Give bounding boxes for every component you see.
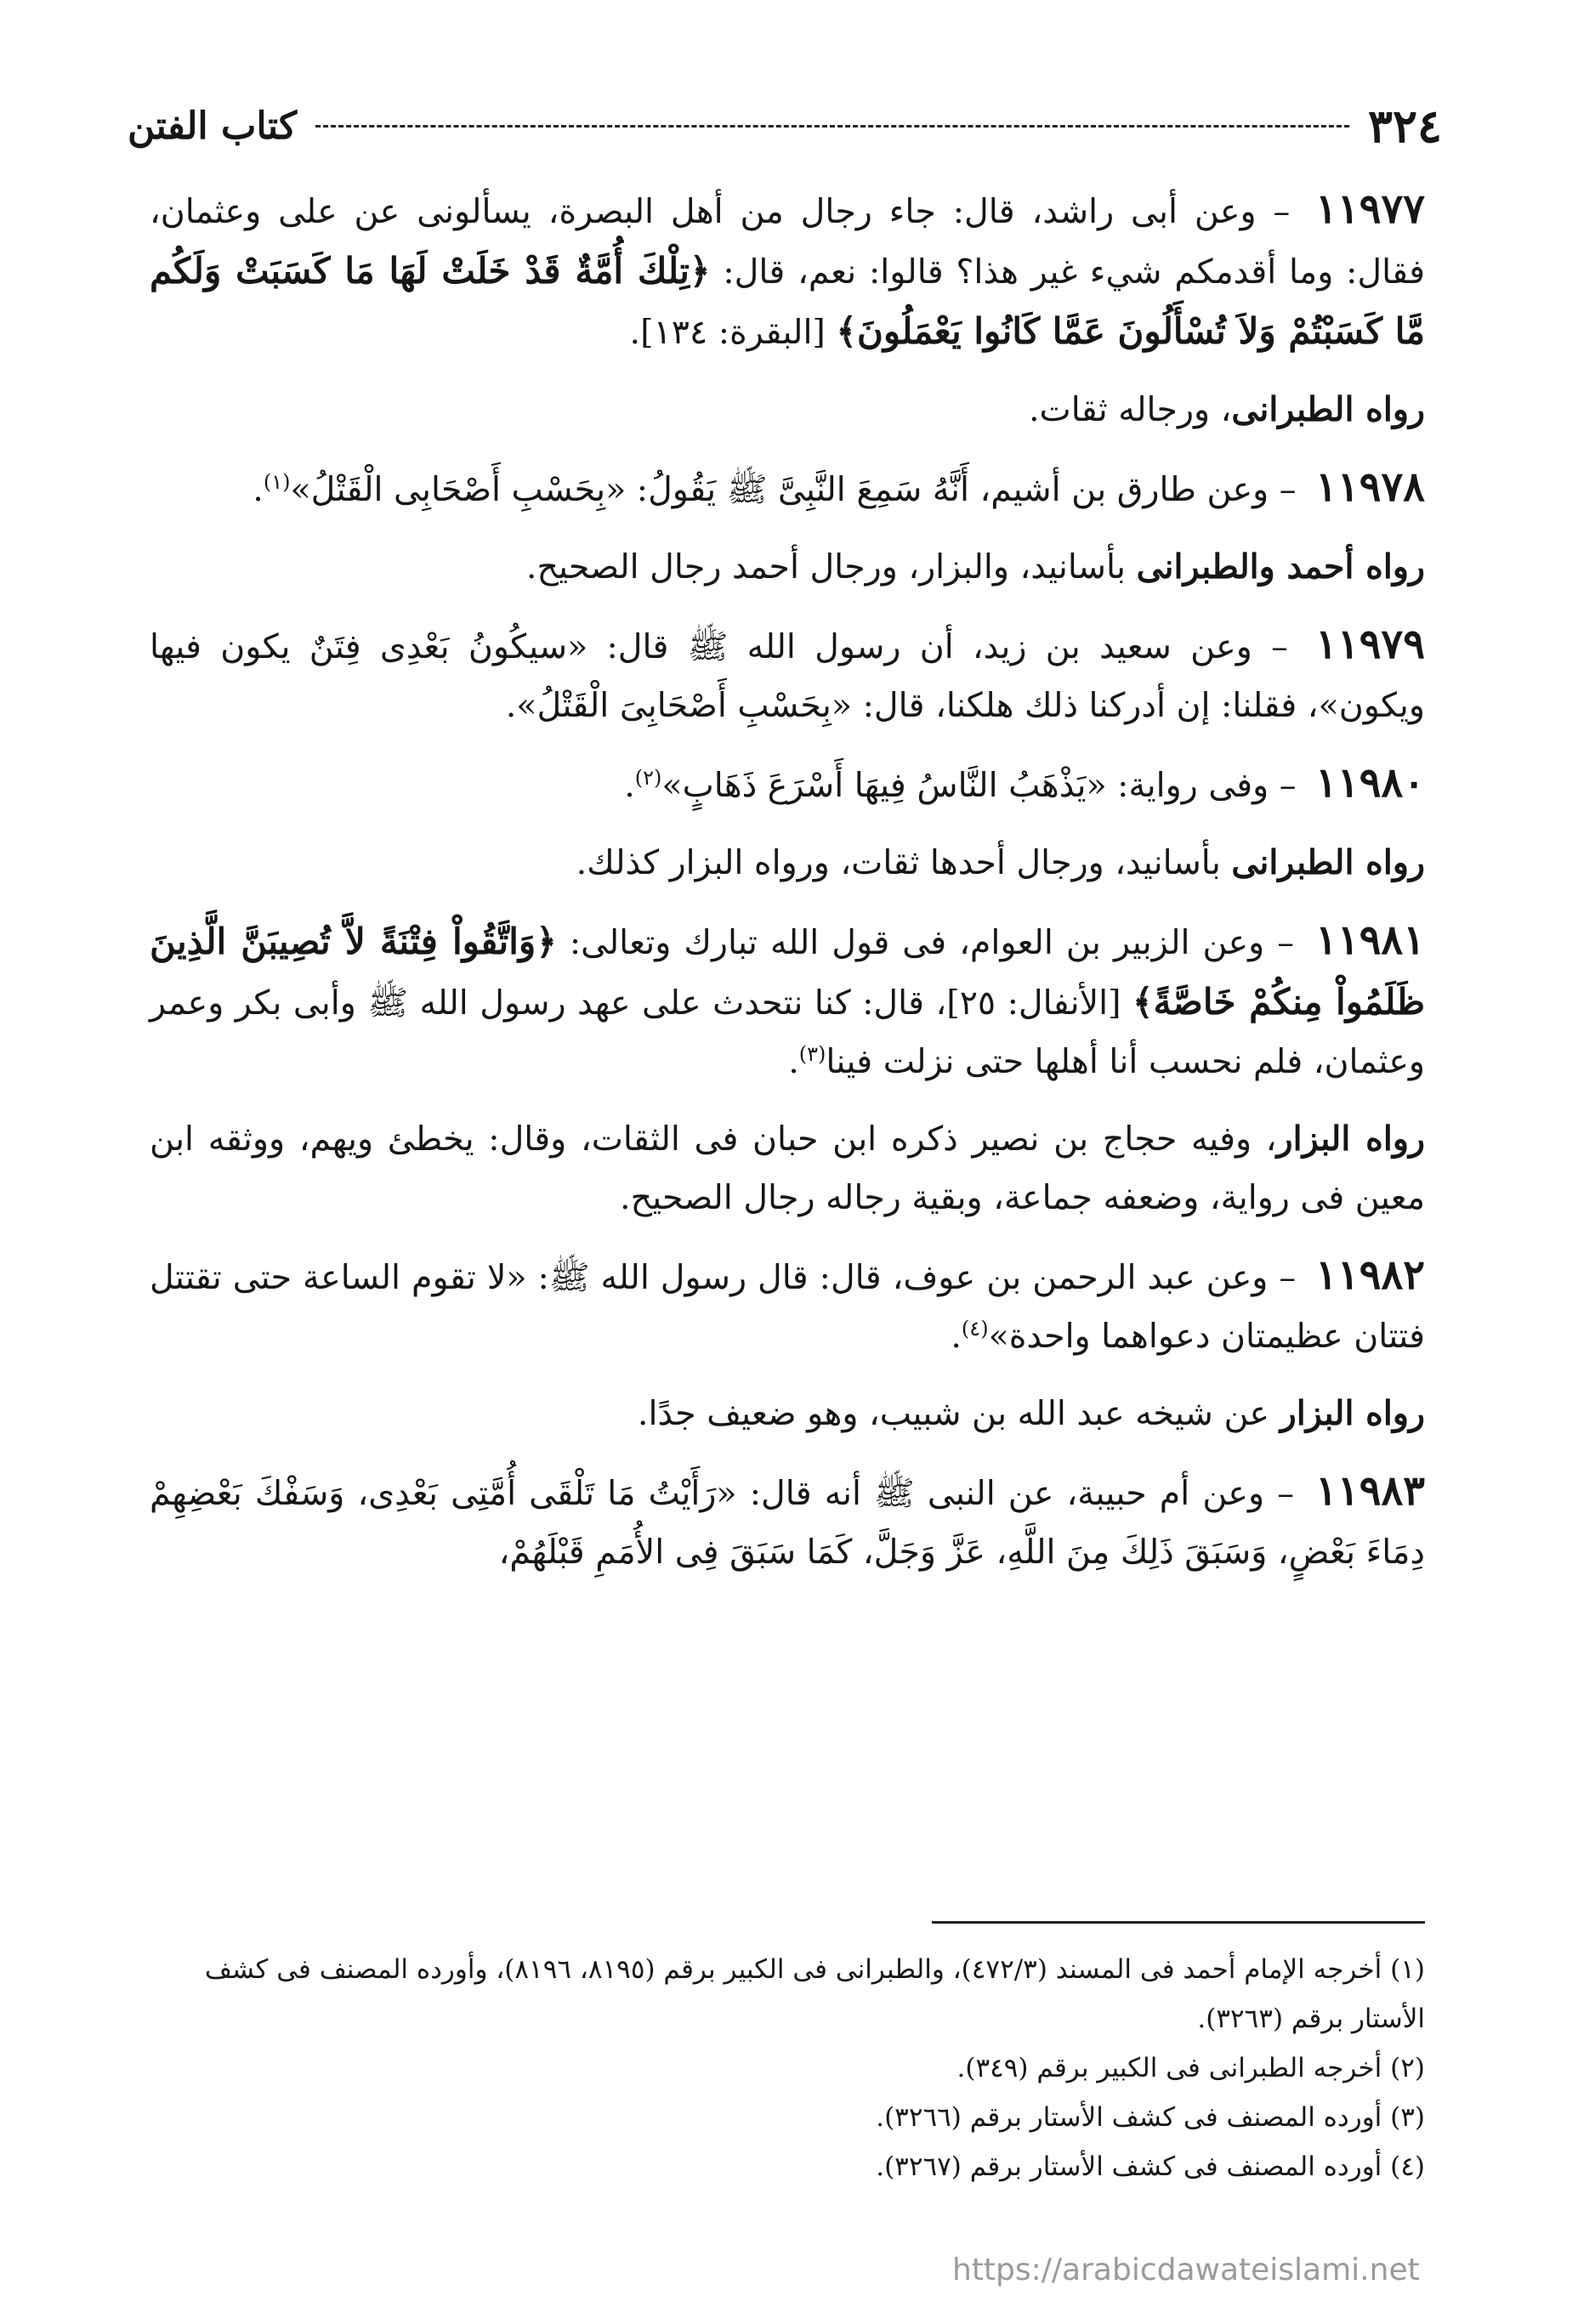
narration-text: عن شيخه عبد الله بن شبيب، وهو ضعيف جدًا. — [637, 1394, 1280, 1433]
narration-text: بأسانيد، ورجال أحدها ثقات، ورواه البزار كذلك. — [576, 843, 1232, 882]
hadith-number: ١١٩٨٢ — [1315, 1251, 1425, 1299]
hadith-11982 — [150, 1246, 1425, 1366]
hadith-text-end: . — [788, 1042, 799, 1081]
hadith-number: ١١٩٨٠ — [1315, 759, 1425, 807]
hadith-11983 — [150, 1462, 1425, 1582]
hadith-text: وعن طارق بن أشيم، أَنَّهُ سَمِعَ النَّبِىَّ ﷺ يَقُولُ: «بِحَسْبِ أَصْحَابِى الْقَتْلُ» — [290, 470, 1269, 509]
narration-text: بأسانيد، والبزار، ورجال أحمد رجال الصحيح. — [525, 547, 1137, 587]
hadith-dash: – — [1264, 923, 1308, 962]
page-header — [128, 92, 1442, 160]
hadith-number: ١١٩٧٨ — [1315, 463, 1425, 511]
hadith-number: ١١٩٨٣ — [1315, 1467, 1425, 1515]
hadith-11977 — [150, 180, 1425, 362]
footnote-1: (١) أخرجه الإمام أحمد فى المسند (٤٧٢/٣)، والطبرانى فى الكبير برقم (٨١٩٥، ٨١٩٦)، وأورده المصنف فى كشف الأستار برقم (٣٢٦٣). — [204, 1954, 1425, 2034]
narration-note — [150, 834, 1425, 893]
narration-note — [150, 1110, 1425, 1227]
header-rule — [315, 125, 1349, 128]
hadith-dash: – — [1264, 1474, 1308, 1513]
footnote-marker[interactable]: (٤) — [961, 1316, 989, 1341]
hadith-text: وفى رواية: «يَذْهَبُ النَّاسُ فِيهَا أَسْرَعَ ذَهَابٍ» — [661, 766, 1269, 805]
hadith-dash: – — [1269, 470, 1308, 509]
footnote-divider — [932, 1921, 1425, 1924]
hadith-dash: – — [1256, 192, 1308, 231]
hadith-dash: – — [1269, 766, 1308, 805]
narration-text: ، ورجاله ثقات. — [1028, 390, 1232, 429]
narrator: رواه أحمد والطبرانى — [1136, 547, 1425, 587]
hadith-text-end: . — [253, 470, 264, 509]
hadith-text-end: . — [951, 1317, 962, 1356]
hadith-11980 — [150, 754, 1425, 815]
hadith-number: ١١٩٨١ — [1315, 916, 1425, 964]
hadith-dash: – — [1252, 627, 1308, 666]
hadith-text-cont: [الأنفال: ٢٥]، قال: كنا نتحدث على عهد رسول الله ﷺ وأبى بكر وعمر وعثمان، فلم نحسب أنا أهلها حتى نزلت فينا — [150, 983, 1425, 1081]
narration-text: ، وفيه حجاج بن نصير ذكره ابن حبان فى الثقات، وقال: يخطئ ويهم، ووثقه ابن معين فى رواية، وضعفه جماعة، وبقية رجاله رجال الصحيح. — [150, 1119, 1425, 1217]
hadith-11979 — [150, 615, 1425, 735]
footnote-4: (٤) أورده المصنف فى كشف الأستار برقم (٣٢٦٧). — [876, 2151, 1425, 2182]
verse-reference: [البقرة: ١٣٤]. — [629, 313, 837, 352]
hadith-text-end: . — [624, 766, 635, 805]
hadith-11978 — [150, 458, 1425, 519]
hadith-text: وعن أبى راشد، قال: جاء رجال من أهل البصرة، يسألونى عن على وعثمان، فقال: وما أقدمكم شيء غير هذا؟ قالوا: نعم، قال: — [150, 192, 1425, 292]
narration-note — [150, 381, 1425, 439]
footnote-marker[interactable]: (١) — [263, 469, 291, 494]
footnote-3: (٣) أورده المصنف فى كشف الأستار برقم (٣٢٦٦). — [876, 2102, 1425, 2133]
footnotes — [150, 1945, 1425, 2191]
hadith-number: ١١٩٧٧ — [1315, 185, 1425, 233]
narration-note — [150, 538, 1425, 597]
narrator: رواه البزار — [1280, 1394, 1425, 1433]
hadith-dash: – — [1268, 1258, 1308, 1297]
quran-verse: ﴿تِلْكَ أُمَّةٌ قَدْ خَلَتْ لَهَا مَا كَسَبَتْ وَلَكُم مَّا كَسَبْتُمْ وَلاَ تُسْأَلُونَ عَمَّا كَانُوا يَعْمَلُونَ﴾ — [150, 250, 1425, 352]
hadith-text: وعن الزبير بن العوام، فى قول الله تبارك وتعالى: — [556, 923, 1265, 962]
hadith-number: ١١٩٧٩ — [1315, 621, 1425, 668]
footnote-marker[interactable]: (٢) — [634, 765, 662, 790]
quran-verse: ﴿وَاتَّقُواْ فِتْنَةً لاَّ تُصِيبَنَّ الَّذِينَ ظَلَمُواْ مِنكُمْ خَاصَّةً﴾ — [150, 921, 1425, 1023]
hadith-text: وعن سعيد بن زيد، أن رسول الله ﷺ قال: «سيكُونُ بَعْدِى فِتَنٌ يكون فيها ويكون»، فقلنا: إن أدركنا ذلك هلكنا، قال: «بِحَسْبِ أَصْحَابِىَ الْقَتْلُ». — [150, 627, 1425, 725]
main-text — [150, 180, 1425, 1601]
footnote-2: (٢) أخرجه الطبرانى فى الكبير برقم (٣٤٩). — [956, 2053, 1425, 2083]
narrator: رواه البزار — [1276, 1119, 1426, 1159]
narration-note — [150, 1385, 1425, 1443]
narrator: رواه الطبرانى — [1231, 390, 1425, 429]
page-number: ٣٢٤ — [1367, 99, 1442, 153]
narrator: رواه الطبرانى — [1231, 843, 1425, 882]
hadith-text: وعن أم حبيبة، عن النبى ﷺ أنه قال: «رَأَيْتُ مَا تَلْقَى أُمَّتِى بَعْدِى، وَسَفْكَ بَعْضِهِمْ دِمَاءَ بَعْضٍ، وَسَبَقَ ذَلِكَ مِنَ اللَّهِ، عَزَّ وَجَلَّ، كَمَا سَبَقَ فِى الأُمَمِ قَبْلَهُمْ، — [150, 1474, 1425, 1572]
chapter-title: كتاب الفتن — [128, 104, 298, 148]
hadith-text: وعن عبد الرحمن بن عوف، قال: قال رسول الله ﷺ: «لا تقوم الساعة حتى تقتتل فتتان عظيمتان دعواهما واحدة» — [150, 1258, 1425, 1356]
footnote-marker[interactable]: (٣) — [798, 1041, 826, 1066]
hadith-11981 — [150, 911, 1425, 1091]
watermark-url: https://arabicdawateislami.net — [952, 2253, 1420, 2287]
